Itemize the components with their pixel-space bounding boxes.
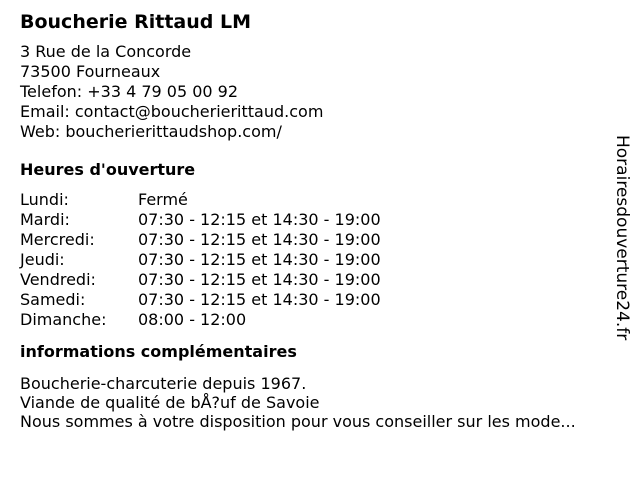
- business-listing: [20, 10, 620, 431]
- business-name: Boucherie Rittaud LM: [20, 11, 252, 33]
- additional-info-heading: informations complémentaires: [20, 342, 297, 361]
- info-line: Boucherie-charcuterie depuis 1967.: [20, 374, 307, 393]
- phone-line[interactable]: Telefon: +33 4 79 05 00 92: [20, 82, 239, 101]
- email-line[interactable]: Email: contact@boucherierittaud.com: [20, 102, 324, 121]
- info-line: Nous sommes à votre disposition pour vous conseiller sur les mode...: [20, 412, 576, 431]
- day-hours: Fermé: [138, 190, 188, 209]
- day-label: Lundi:: [20, 190, 69, 209]
- day-label: Mardi:: [20, 210, 70, 229]
- opening-hours-table: [20, 190, 620, 330]
- day-label: Samedi:: [20, 290, 86, 309]
- site-watermark: Horairesdouverture24.fr: [612, 135, 632, 341]
- day-label: Vendredi:: [20, 270, 96, 289]
- day-hours: 07:30 - 12:15 et 14:30 - 19:00: [138, 230, 381, 249]
- hours-row-thursday: [20, 250, 620, 270]
- day-hours: 08:00 - 12:00: [138, 310, 247, 329]
- day-hours: 07:30 - 12:15 et 14:30 - 19:00: [138, 250, 381, 269]
- day-hours: 07:30 - 12:15 et 14:30 - 19:00: [138, 270, 381, 289]
- opening-hours-heading: Heures d'ouverture: [20, 160, 196, 179]
- hours-row-saturday: [20, 290, 620, 310]
- hours-row-wednesday: [20, 230, 620, 250]
- address-city: 73500 Fourneaux: [20, 62, 161, 81]
- hours-row-monday: [20, 190, 620, 210]
- info-line: Viande de qualité de bÅ?uf de Savoie: [20, 393, 320, 412]
- day-hours: 07:30 - 12:15 et 14:30 - 19:00: [138, 210, 381, 229]
- hours-row-tuesday: [20, 210, 620, 230]
- day-label: Jeudi:: [20, 250, 65, 269]
- hours-row-friday: [20, 270, 620, 290]
- hours-row-sunday: [20, 310, 620, 330]
- day-label: Dimanche:: [20, 310, 107, 329]
- additional-info-text: [20, 374, 620, 431]
- website-line[interactable]: Web: boucherierittaudshop.com/: [20, 122, 282, 141]
- address-street: 3 Rue de la Concorde: [20, 42, 192, 61]
- day-hours: 07:30 - 12:15 et 14:30 - 19:00: [138, 290, 381, 309]
- day-label: Mercredi:: [20, 230, 95, 249]
